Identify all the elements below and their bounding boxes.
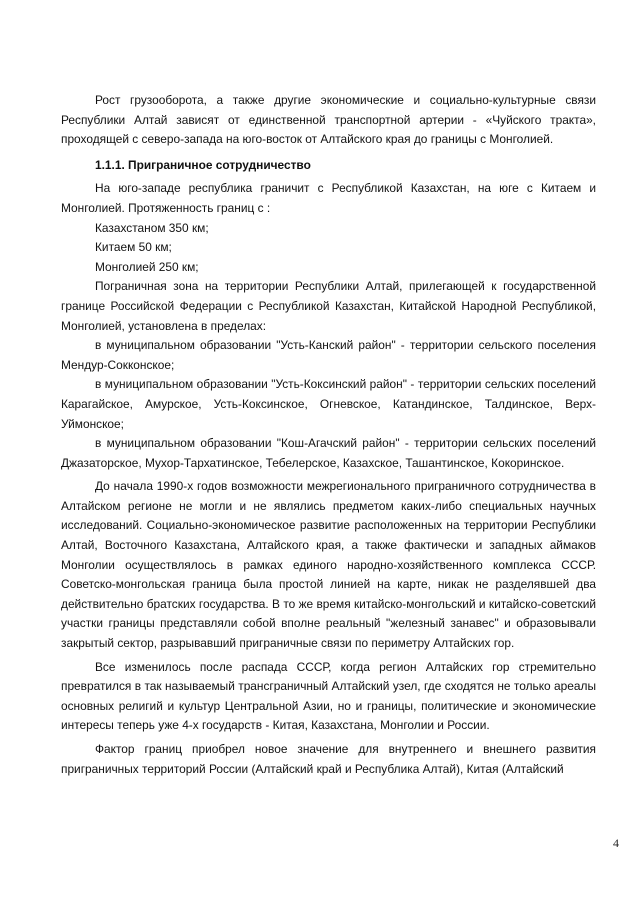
document-page	[61, 91, 596, 779]
paragraph-ussr-collapse: Все изменилось после распада СССР, когда регион Алтайских гор стремительно превратился в так называемый трансграничный Алтайский узел, где сходятся не только ареалы основных религий и культур Центральной Азии, но и границы, политические и экономические интересы теперь уже 4-х государств - Китая, Казахстана, Монголии и России.	[61, 659, 596, 733]
page-number: 4	[613, 836, 619, 850]
border-china: Китаем 50 км;	[95, 240, 172, 255]
paragraph-border-zone: Пограничная зона на территории Республики Алтай, прилегающей к государственной границе Российской Федерации с Республикой Казахстан, Китайской Народной Республикой, Монголией, установлена в пределах:	[61, 279, 596, 333]
paragraph-kosh-agach: в муниципальном образовании "Кош-Агачский район" - территории сельских поселений Джазаторское, Мухор-Тархатинское, Тебелерское, Казахское, Ташантинское, Кокоринское.	[61, 436, 596, 470]
paragraph-border-factor: Фактор границ приобрел новое значение для внутреннего и внешнего развития приграничных территорий России (Алтайский край и Республика Алтай), Китая (Алтайский	[61, 742, 596, 776]
paragraph-transport: Рост грузооборота, а также другие экономические и социально-культурные связи Республики Алтай зависят от единственной транспортной артерии - «Чуйского тракта», проходящей с северо-запада на юго-восток от Алтайского края до границы с Монголией.	[61, 93, 596, 147]
border-mongolia: Монголией 250 км;	[95, 259, 199, 274]
paragraph-cooperation-history: До начала 1990-х годов возможности межрегионального приграничного сотрудничества в Алтайском регионе не могли и не являлись предметом каких-либо специальных научных исследований. Социально-экономическое развитие расположенных на территории Республики Алтай, Восточного Казахстана, Алтайского края, а также фактически и западных аймаков Монголии осуществлялось в рамках единого народно-хозяйственного комплекса СССР. Советско-монгольская граница была простой линией на карте, никак не разделявшей два действительно братских государства. В то же время китайско-монгольский и китайско-советский участки границы представляли собой вполне реальный "железный занавес" и образовывали закрытый сектор, разрывавший приграничные связи по периметру Алтайских гор.	[61, 479, 596, 651]
paragraph-borders: На юго-западе республика граничит с Республикой Казахстан, на юге с Китаем и Монголией. Протяженность границ с :	[61, 181, 596, 215]
paragraph-ust-koksa: в муниципальном образовании "Усть-Коксинский район" - территории сельских поселений Карагайское, Амурское, Усть-Коксинское, Огневское, Катандинское, Талдинское, Верх-Уймонское;	[61, 377, 596, 431]
paragraph-ust-kan: в муниципальном образовании "Усть-Канский район" - территории сельского поселения Мендур-Сокконское;	[61, 338, 596, 372]
border-kazakhstan: Казахстаном 350 км;	[95, 220, 209, 235]
section-heading: 1.1.1. Приграничное сотрудничество	[95, 157, 311, 172]
